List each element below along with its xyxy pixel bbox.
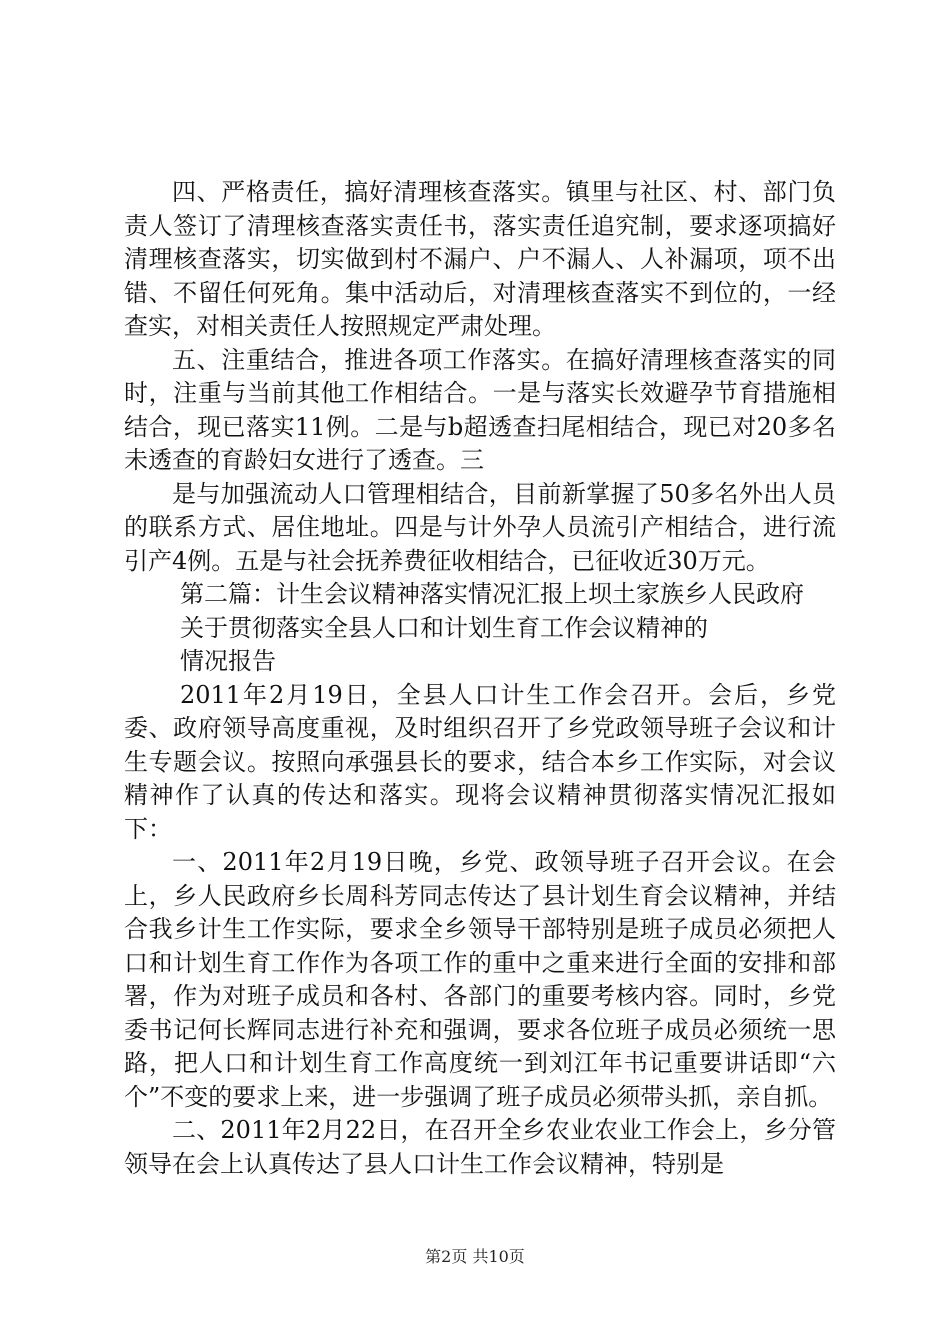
report-title-line-1: 关于贯彻落实全县人口和计划生育工作会议精神的 bbox=[180, 613, 708, 642]
paragraph-clause-four: 四、严格责任，搞好清理核查落实。镇里与社区、村、部门负责人签订了清理核查落实责任书，落实责任追究制，要求逐项搞好清理核查落实，切实做到村不漏户、户不漏人、人补漏项，项不出错、不留任何死角。集中活动后，对清理核查落实不到位的，一经查实，对相关责任人按照规定严肃处理。 bbox=[124, 178, 836, 340]
paragraph-continuation: 是与加强流动人口管理相结合，目前新掌握了50多名外出人员的联系方式、居住地址。四是与计外孕人员流引产相结合，进行流引产4例。五是与社会抚养费征收相结合，已征收近30万元。 bbox=[124, 479, 836, 575]
paragraph-item-one: 一、2011年2月19日晚，乡党、政领导班子召开会议。在会上，乡人民政府乡长周科芳同志传达了县计划生育会议精神，并结合我乡计生工作实际，要求全乡领导干部特别是班子成员必须把人口和计划生育工作作为各项工作的重中之重来进行全面的安排和部署，作为对班子成员和各村、各部门的重要考核内容。同时，乡党委书记何长辉同志进行补充和强调，要求各位班子成员必须统一思路，把人口和计划生育工作高度统一到刘江年书记重要讲话即“六个”不变的要求上来，进一步强调了班子成员必须带头抓，亲自抓。 bbox=[124, 848, 836, 1111]
page-number-footer: 第2页 共10页 bbox=[425, 1247, 525, 1266]
paragraph-clause-five: 五、注重结合，推进各项工作落实。在搞好清理核查落实的同时，注重与当前其他工作相结合。一是与落实长效避孕节育措施相结合，现已落实11例。二是与b超透查扫尾相结合，现已对20多名未透查的育龄妇女进行了透查。三 bbox=[124, 345, 836, 474]
paragraph-intro: 2011年2月19日，全县人口计生工作会召开。会后，乡党委、政府领导高度重视，及时组织召开了乡党政领导班子会议和计生专题会议。按照向承强县长的要求，结合本乡工作实际，对会议精神作了认真的传达和落实。现将会议精神贯彻落实情况汇报如下： bbox=[124, 680, 836, 843]
document-body bbox=[124, 176, 836, 1181]
section-heading: 第二篇：计生会议精神落实情况汇报上坝土家族乡人民政府 bbox=[180, 580, 804, 608]
report-title-line-2: 情况报告 bbox=[180, 647, 276, 675]
paragraph-item-two: 二、2011年2月22日，在召开全乡农业农业工作会上，乡分管领导在会上认真传达了县人口计生工作会议精神，特别是 bbox=[124, 1116, 836, 1178]
